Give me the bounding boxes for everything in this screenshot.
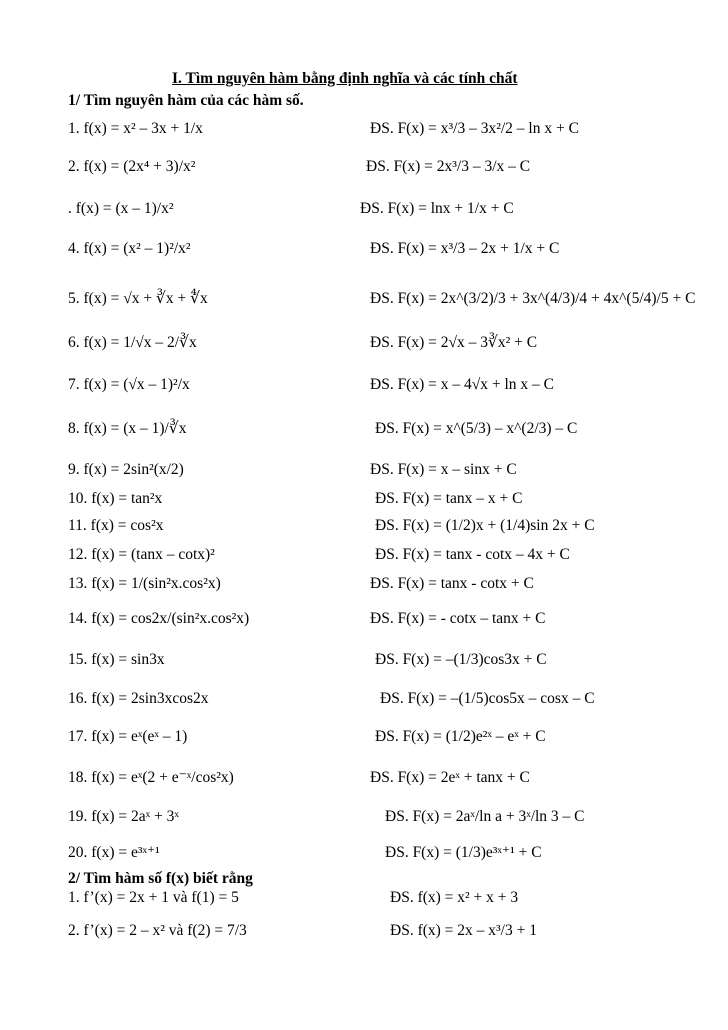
problem-question: 1. f(x) = x² – 3x + 1/x (68, 120, 203, 137)
problem-question: 4. f(x) = (x² – 1)²/x² (68, 240, 191, 257)
problem-question: 18. f(x) = eˣ(2 + e⁻ˣ/cos²x) (68, 769, 234, 786)
problem-question: 12. f(x) = (tanx – cotx)² (68, 546, 215, 563)
problem-answer: ĐS. F(x) = tanx - cotx – 4x + C (375, 546, 570, 563)
problem-answer: ĐS. F(x) = –(1/5)cos5x – cosx – C (380, 690, 595, 707)
problem-question: 7. f(x) = (√x – 1)²/x (68, 376, 190, 393)
problem-question: 20. f(x) = e³ˣ⁺¹ (68, 844, 160, 861)
problem-answer: ĐS. F(x) = tanx - cotx + C (370, 575, 534, 592)
problem-answer: ĐS. F(x) = 2x^(3/2)/3 + 3x^(4/3)/4 + 4x^(5/4)/5 + C (370, 290, 696, 307)
problem-question: 14. f(x) = cos2x/(sin²x.cos²x) (68, 610, 250, 627)
problem-answer: ĐS. F(x) = tanx – x + C (375, 490, 523, 507)
problem-question: 17. f(x) = eˣ(eˣ – 1) (68, 728, 188, 745)
problem-question: 6. f(x) = 1/√x – 2/∛x (68, 334, 197, 351)
section-heading-2: 2/ Tìm hàm số f(x) biết rằng (68, 870, 253, 887)
problem-answer: ĐS. F(x) = (1/2)e²ˣ – eˣ + C (375, 728, 546, 745)
problem-answer: ĐS. F(x) = lnx + 1/x + C (360, 200, 514, 217)
problem-question: 8. f(x) = (x – 1)/∛x (68, 420, 187, 437)
page-title: I. Tìm nguyên hàm bằng định nghĩa và các tính chất (172, 70, 518, 87)
problem-question: 5. f(x) = √x + ∛x + ∜x (68, 290, 208, 307)
problem-question: 16. f(x) = 2sin3xcos2x (68, 690, 209, 707)
problem-answer: ĐS. F(x) = x³/3 – 2x + 1/x + C (370, 240, 560, 257)
problem-question: 1. f’(x) = 2x + 1 và f(1) = 5 (68, 889, 239, 906)
problem-answer: ĐS. F(x) = x^(5/3) – x^(2/3) – C (375, 420, 578, 437)
problem-answer: ĐS. F(x) = x – sinx + C (370, 461, 517, 478)
problem-answer: ĐS. F(x) = (1/2)x + (1/4)sin 2x + C (375, 517, 595, 534)
problem-answer: ĐS. F(x) = x³/3 – 3x²/2 – ln x + C (370, 120, 579, 137)
problem-question: 13. f(x) = 1/(sin²x.cos²x) (68, 575, 221, 592)
section-heading-1: 1/ Tìm nguyên hàm của các hàm số. (68, 92, 304, 109)
problem-answer: ĐS. f(x) = x² + x + 3 (390, 889, 519, 906)
problem-question: 19. f(x) = 2aˣ + 3ˣ (68, 808, 179, 825)
problem-question: 9. f(x) = 2sin²(x/2) (68, 461, 184, 478)
problem-question: 10. f(x) = tan²x (68, 490, 163, 507)
problem-question: 2. f’(x) = 2 – x² và f(2) = 7/3 (68, 922, 247, 939)
problem-question: . f(x) = (x – 1)/x² (68, 200, 174, 217)
problem-question: 2. f(x) = (2x⁴ + 3)/x² (68, 158, 196, 175)
problem-answer: ĐS. f(x) = 2x – x³/3 + 1 (390, 922, 537, 939)
problem-answer: ĐS. F(x) = (1/3)e³ˣ⁺¹ + C (385, 844, 542, 861)
problem-answer: ĐS. F(x) = 2x³/3 – 3/x – C (366, 158, 531, 175)
problem-answer: ĐS. F(x) = 2√x – 3∛x² + C (370, 334, 538, 351)
problem-answer: ĐS. F(x) = x – 4√x + ln x – C (370, 376, 555, 393)
problem-answer: ĐS. F(x) = 2eˣ + tanx + C (370, 769, 530, 786)
problem-answer: ĐS. F(x) = - cotx – tanx + C (370, 610, 546, 627)
problem-question: 11. f(x) = cos²x (68, 517, 164, 534)
problem-question: 15. f(x) = sin3x (68, 651, 165, 668)
problem-answer: ĐS. F(x) = 2aˣ/ln a + 3ˣ/ln 3 – C (385, 808, 585, 825)
problem-answer: ĐS. F(x) = –(1/3)cos3x + C (375, 651, 547, 668)
